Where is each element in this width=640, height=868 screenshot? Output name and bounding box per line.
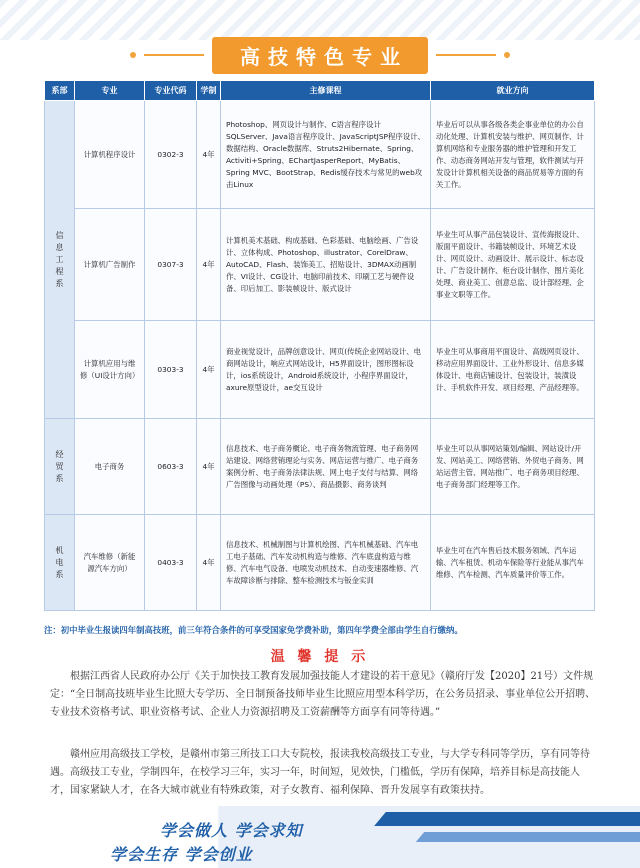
tips-paragraph: 根据江西省人民政府办公厅《关于加快技工教育发展加强技能人才建设的若干意见》（赣府厅发【2020】21号）文件规定：“全日制高技班毕业生比照大专学历、全日制预备技师毕业生比照应用型本科学历，在公务员招录、事业单位公开招聘、专业技术资格考试、职业资格考试、企业人力资源招聘及工资薪酬等方面享有同等待遇。”	[50, 671, 596, 718]
dept-cell-mech	[45, 515, 75, 611]
title-line-right	[436, 54, 496, 56]
slogan-line-1: 学会做人 学会求知	[160, 821, 303, 840]
courses-cell: 商业视觉设计，品牌创意设计、网页(传统企业网站设计、电商网站设计，响应式网站设计，H5界面设计，图形图标设计，ios系统设计，Android系统设计，小程序界面设计，axure原型设计，ae交互设计	[221, 321, 431, 419]
page-title: 高技特色专业	[212, 37, 428, 74]
code-cell: 0303-3	[145, 321, 197, 419]
years-cell: 4年	[197, 321, 221, 419]
top-decoration	[0, 0, 640, 40]
courses-cell: 信息技术、电子商务概论、电子商务物流管理、电子商务网站建设、网络营销理论与实务、网店运营与推广、电子商务案例分析、电子商务法律法规、网上电子支付与结算、网络广告图像与动画处理（PS）、商品摄影、商务谈判	[221, 419, 431, 515]
majors-table	[44, 80, 595, 611]
col-header-jobs: 就业方向	[431, 81, 595, 101]
table-row	[45, 419, 595, 515]
courses-cell: Photoshop、网页设计与制作、C语言程序设计SQLServer、Java语言程序设计、JavaScriptJSP程序设计、数据结构、Oracle数据库、Struts2Hibernate、Spring、Activiti+Spring、EChartJasperReport、MyBatis、Spring MVC、BootStrap、Redis缓存技术与常见的web攻击Linux	[221, 101, 431, 209]
jobs-cell: 毕业后可以从事各级各类企事业单位的办公自动化处理、计算机安装与维护、网页制作、计算机网络和专业服务器的维护管理和开发工作、动态商务网站开发与管理，软件测试与开发设计计算机相关设备的商品贸易等方面的有关工作。	[431, 101, 595, 209]
footer-stripe	[374, 812, 640, 826]
major-cell: 电子商务	[75, 419, 145, 515]
footer-stripe	[416, 832, 640, 842]
jobs-cell: 毕业生可以从事网站策划/编辑、网站设计/开发、网站美工、网络营销、外贸电子商务、网站运营主管、网站推广、电子商务项目经理、电子商务部门经理等工作。	[431, 419, 595, 515]
col-header-code: 专业代码	[145, 81, 197, 101]
code-cell: 0603-3	[145, 419, 197, 515]
code-cell: 0403-3	[145, 515, 197, 611]
table-row	[45, 515, 595, 611]
tips-paragraph: 赣州应用高级技工学校，是赣州市第三所技工口大专院校，报读我校高级技工专业，与大学专科同等学历，享有同等待遇。高级技工专业，学制四年，在校学习三年，实习一年，时间短，见效快，门槛低，学历有保障，培养目标是高技能人才，国家紧缺人才，在各大城市就业有特殊政策，对子女教育、福利保障、晋升发展享有政策扶持。	[50, 749, 590, 796]
title-dot-right	[504, 52, 510, 58]
years-cell: 4年	[197, 101, 221, 209]
major-cell: 计算机应用与维修（UI设计方向）	[75, 321, 145, 419]
dept-cell-econ	[45, 419, 75, 515]
tuition-note: 注：初中毕业生报读四年制高技班，前三年符合条件的可享受国家免学费补助，第四年学费全部由学生自行缴纳。	[44, 625, 463, 635]
col-header-major: 专业	[75, 81, 145, 101]
years-cell: 4年	[197, 419, 221, 515]
jobs-cell: 毕业生可从事商用平面设计、高级网页设计、移动应用界面设计、工业外形设计、信息多媒体设计、电商店铺设计、包装设计，装潢设计、手机软件开发、项目经理、产品经理等。	[431, 321, 595, 419]
dept-label: 信息工程系	[55, 230, 64, 288]
dept-cell-info	[45, 101, 75, 419]
dept-label: 机电系	[55, 545, 64, 579]
slogan-line-2: 学会生存 学会创业	[110, 845, 253, 864]
major-cell: 汽车维修（新能源汽车方向）	[75, 515, 145, 611]
tips-title: 温 馨 提 示	[270, 649, 370, 665]
courses-cell: 信息技术、机械制图与计算机绘图、汽车机械基础、汽车电工电子基础、汽车发动机构造与维修、汽车底盘构造与维修、汽车电气设备、电喷发动机技术、自动变速器维修、汽车故障诊断与排除、整车检测技术与钣金实训	[221, 515, 431, 611]
col-header-courses: 主修课程	[221, 81, 431, 101]
major-cell: 计算机广告制作	[75, 209, 145, 321]
title-dot-left	[130, 52, 136, 58]
table-row	[45, 321, 595, 419]
table-header-row	[45, 81, 595, 101]
table-row	[45, 101, 595, 209]
col-header-dept: 系部	[45, 81, 75, 101]
years-cell: 4年	[197, 515, 221, 611]
dept-label: 经贸系	[55, 449, 64, 483]
code-cell: 0307-3	[145, 209, 197, 321]
title-line-left	[144, 54, 204, 56]
code-cell: 0302-3	[145, 101, 197, 209]
years-cell: 4年	[197, 209, 221, 321]
jobs-cell: 毕业生可从事产品包装设计、宣传海报设计、版面平面设计、书籍装帧设计、环境艺术设计、网页设计、动画设计、展示设计、标志设计、广告设计制作、柜台设计制作、图片美化处理、商业美工、创意总监、设计部经理、企事业文职等工作。	[431, 209, 595, 321]
table-row	[45, 209, 595, 321]
courses-cell: 计算机美术基础、构成基础、色彩基础、电脑绘画、广告设计、立体构成、Photoshop、illustrator、CorelDraw、AutoCAD、Flash、装饰美工、招贴设计、3DMAX动画制作、VI设计、CG设计、电脑印前技术、印刷工艺与硬件设备、印后加工、影装帧设计、版式设计	[221, 209, 431, 321]
major-cell: 计算机程序设计	[75, 101, 145, 209]
col-header-years: 学制	[197, 81, 221, 101]
jobs-cell: 毕业生可在汽车售后技术服务领域、汽车运输、汽车租赁、机动车保险等行业能从事汽车维修、汽车检测、汽车质量评价等工作。	[431, 515, 595, 611]
section-header	[0, 38, 640, 72]
